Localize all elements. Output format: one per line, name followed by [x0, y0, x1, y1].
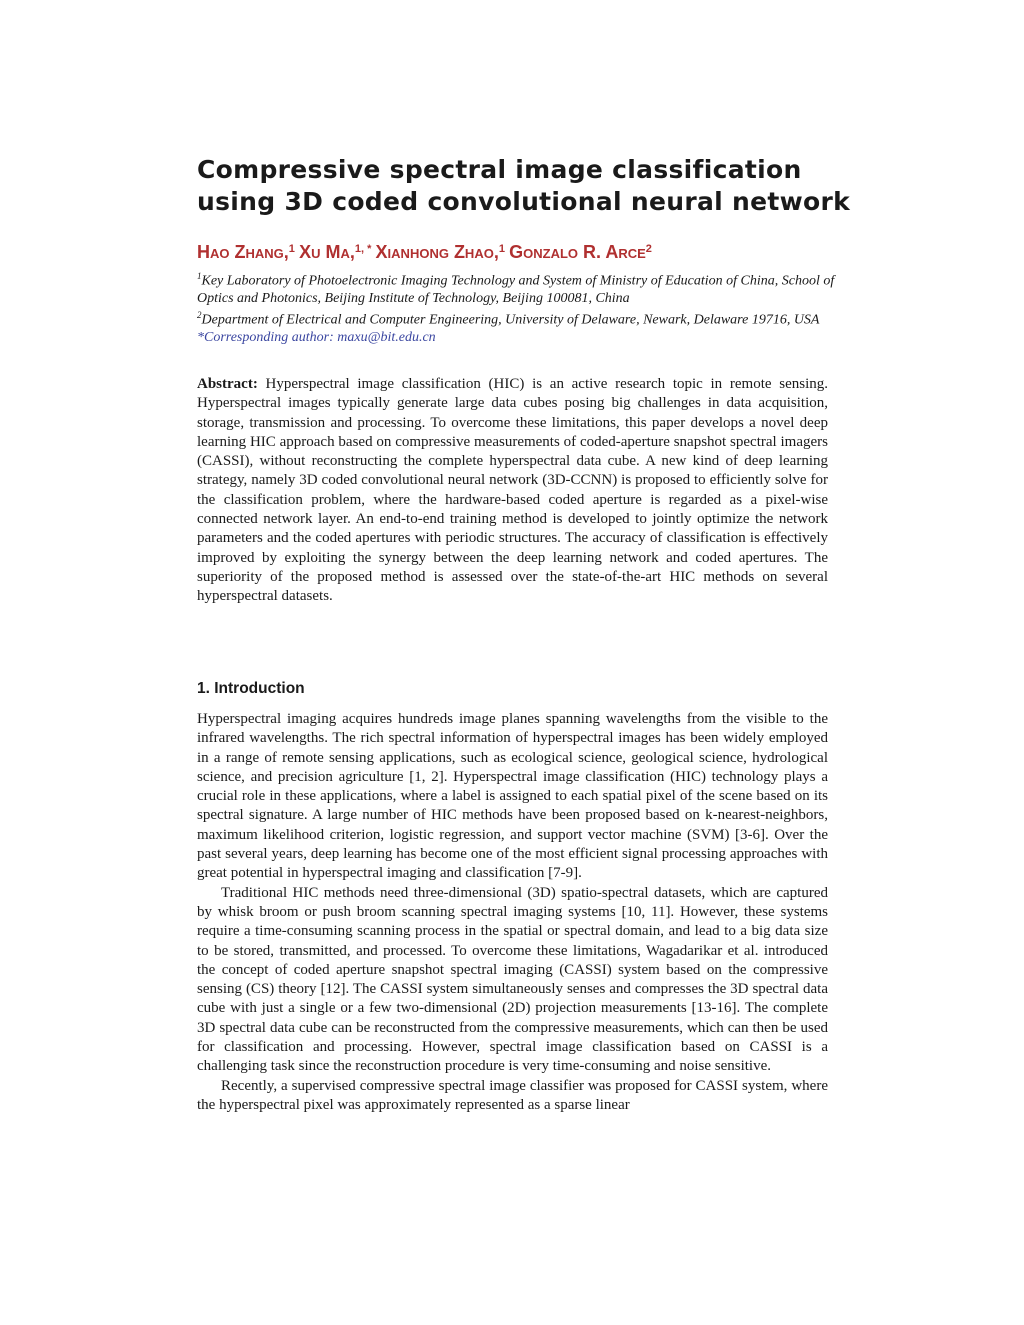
affiliation-1	[197, 268, 837, 307]
author-affiliation-mark: 1	[288, 243, 295, 255]
paragraph: Traditional HIC methods need three-dimensional (3D) spatio-spectral datasets, which are captured by whisk broom or push broom scanning spectral imaging systems [10, 11]. However, these systems require a time-consuming scanning process in the spatial or spectral domain, and lead to a big data size to be stored, transmitted, and processed. To overcome these limitations, Wagadarikar et al. introduced the concept of coded aperture snapshot spectral imaging (CASSI) system based on the compressive sensing (CS) theory [12]. The CASSI system simultaneously senses and compresses the 3D spectral data cube with just a single or a few two-dimensional (2D) projection measurements [13-16]. The complete 3D spectral data cube can be reconstructed from the compressive measurements, which can then be used for classification and processing. However, spectral image classification based on CASSI is a challenging task since the reconstruction procedure is very time-consuming and noise sensitive.	[197, 884, 828, 1075]
affiliation-1-number: 1	[197, 271, 202, 281]
author-list	[197, 238, 837, 265]
author-affiliation-mark: 1, *	[354, 243, 372, 255]
introduction-body	[197, 710, 828, 1115]
author-affiliation-mark: 2	[645, 243, 652, 255]
author-name: Gonzalo R. Arce	[509, 242, 646, 262]
author-name: Xianhong Zhao,	[375, 242, 499, 262]
affiliation-2-number: 2	[197, 310, 202, 321]
author-name: Hao Zhang,	[197, 242, 289, 262]
author-affiliation-mark: 1	[498, 243, 505, 255]
abstract	[197, 375, 828, 607]
author-name: Xu Ma,	[299, 242, 355, 262]
section-heading-introduction: 1. Introduction	[197, 680, 305, 697]
paper-title	[197, 154, 857, 218]
affiliation-2	[197, 307, 837, 329]
corresponding-author: *Corresponding author: maxu@bit.edu.cn	[197, 329, 436, 345]
abstract-text: Hyperspectral image classification (HIC) is an active research topic in remote sensing. Hyperspectral images typically generate large data cubes posing big challenges in data acquisition, storage, transmission and processing. To overcome these limitations, this paper develops a novel deep learning HIC approach based on compressive measurements of coded-aperture snapshot spectral imagers (CASSI), without reconstructing the complete hyperspectral data cube. A new kind of deep learning strategy, namely 3D coded convolutional neural network (3D-CCNN) is proposed to efficiently solve for the classification problem, where the hardware-based coded aperture is regarded as a pixel-wise connected network layer. An end-to-end training method is developed to jointly optimize the network parameters and the coded apertures with periodic structures. The accuracy of classification is effectively improved by exploiting the synergy between the deep learning network and coded apertures. The superiority of the proposed method is assessed over the state-of-the-art HIC methods on several hyperspectral datasets.	[197, 376, 828, 605]
paragraph: Hyperspectral imaging acquires hundreds image planes spanning wavelengths from the visible to the infrared wavelengths. The rich spectral information of hyperspectral images has been widely employed in a range of remote sensing applications, such as ecological science, geological science, hydrological science, and precision agriculture [1, 2]. Hyperspectral image classification (HIC) technology plays a crucial role in these applications, where a label is assigned to each spatial pixel of the scene based on its spectral signature. A large number of HIC methods have been proposed based on k-nearest-neighbors, maximum likelihood criterion, logistic regression, and support vector machine (SVM) [3-6]. Over the past several years, deep learning has become one of the most efficient signal processing approaches with great potential in hyperspectral imaging and classification [7-9].	[197, 711, 828, 882]
title-line-1: Compressive spectral image classification	[197, 155, 802, 184]
affiliation-1-text: Key Laboratory of Photoelectronic Imaging Technology and System of Ministry of Education of China, School of Optics and Photonics, Beijing Institute of Technology, Beijing 100081, China	[197, 273, 835, 306]
abstract-label: Abstract:	[197, 376, 258, 392]
affiliations	[197, 268, 837, 346]
title-line-2: using 3D coded convolutional neural network	[197, 187, 851, 216]
affiliation-2-text: Department of Electrical and Computer Engineering, University of Delaware, Newark, Delaware 19716, USA	[201, 312, 820, 328]
paragraph: Recently, a supervised compressive spectral image classifier was proposed for CASSI system, where the hyperspectral pixel was approximately represented as a sparse linear	[197, 1077, 828, 1113]
